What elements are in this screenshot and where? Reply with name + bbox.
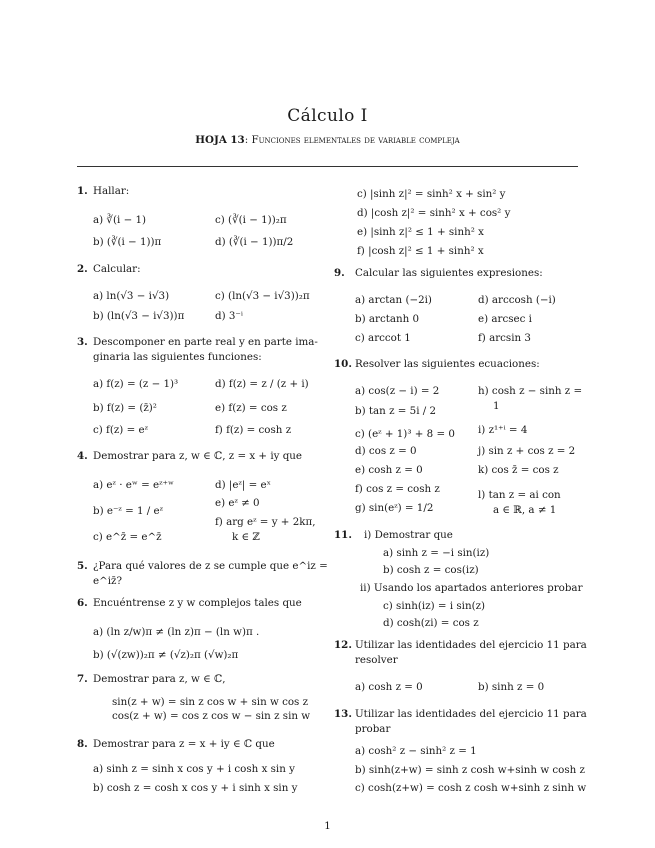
exercise-text: l) tan z = ai con: [478, 489, 561, 501]
exercise-text: b) (√(zw))₂π ≠ (√z)₂π (√w)₂π: [93, 649, 239, 661]
exercise-number: 10.: [334, 358, 352, 370]
exercise-text: d) |eᶻ| = eˣ: [215, 479, 271, 491]
page-title: Cálculo I: [287, 106, 368, 126]
exercise-text: c) (∛(i − 1))₂π: [215, 214, 287, 226]
exercise-number: 6.: [77, 597, 88, 609]
exercise-text: f) f(z) = cosh z: [215, 424, 292, 436]
exercise-text: probar: [355, 723, 391, 735]
exercise-text: c) (eᶻ + 1)³ + 8 = 0: [355, 428, 455, 440]
exercise-number: 12.: [334, 639, 352, 651]
exercise-text: b) tan z = 5i / 2: [355, 405, 437, 417]
exercise-text: d) (∛(i − 1))π/2: [215, 236, 294, 248]
exercise-text: a) eᶻ · eʷ = eᶻ⁺ʷ: [93, 479, 175, 491]
exercise-number: 2.: [77, 263, 88, 275]
exercise-text: c) (ln(√3 − i√3))₂π: [215, 290, 310, 302]
exercise-number: 1.: [77, 185, 88, 197]
exercise-text: h) cosh z − sinh z =: [478, 385, 583, 397]
exercise-text: ii) Usando los apartados anteriores probar: [360, 582, 583, 594]
exercise-text: Demostrar para z, w ∈ ℂ,: [93, 673, 226, 685]
exercise-text: i) Demostrar que: [364, 529, 453, 541]
exercise-text: b) e⁻ᶻ = 1 / eᶻ: [93, 505, 164, 517]
exercise-text: b) cosh z = cosh x cos y + i sinh x sin y: [93, 782, 298, 794]
exercise-text: c) arccot 1: [355, 332, 411, 344]
exercise-text: a ∈ ℝ, a ≠ 1: [493, 504, 557, 516]
exercise-text: d) cosh(zi) = cos z: [383, 617, 479, 629]
exercise-number: 5.: [77, 560, 88, 572]
exercise-text: Utilizar las identidades del ejercicio 11 para: [355, 639, 587, 651]
exercise-text: c) sinh(iz) = i sin(z): [383, 600, 486, 612]
exercise-text: Utilizar las identidades del ejercicio 11 para: [355, 708, 587, 720]
exercise-text: f) |cosh z|² ≤ 1 + sinh² x: [357, 245, 484, 257]
exercise-text: Encuéntrense z y w complejos tales que: [93, 597, 302, 609]
exercise-text: e) cosh z = 0: [355, 464, 423, 476]
exercise-text: b) f(z) = (z̄)²: [93, 402, 157, 414]
exercise-text: f) cos z = cosh z: [355, 483, 440, 495]
exercise-text: b) (ln(√3 − i√3))π: [93, 310, 185, 322]
exercise-text: b) sinh(z+w) = sinh z cosh w+sinh w cosh z: [355, 764, 585, 776]
exercise-text: b) sinh z = 0: [478, 681, 545, 693]
exercise-text: resolver: [355, 654, 398, 666]
exercise-text: d) cos z = 0: [355, 445, 417, 457]
exercise-text: e^iz̄?: [93, 575, 122, 587]
exercise-number: 4.: [77, 450, 88, 462]
exercise-text: b) arctanh 0: [355, 313, 420, 325]
exercise-text: d) f(z) = z / (z + i): [215, 378, 309, 390]
exercise-text: f) arcsin 3: [478, 332, 531, 344]
exercise-text: a) cosh z = 0: [355, 681, 423, 693]
exercise-text: i) z¹⁺ⁱ = 4: [478, 424, 528, 436]
exercise-text: ginaria las siguientes funciones:: [93, 351, 262, 363]
exercise-number: 13.: [334, 708, 352, 720]
page-subtitle: [0, 134, 655, 146]
exercise-text: e) eᶻ ≠ 0: [215, 497, 260, 509]
exercise-text: Demostrar para z, w ∈ ℂ, z = x + iy que: [93, 450, 303, 462]
exercise-text: j) sin z + cos z = 2: [478, 445, 576, 457]
exercise-text: a) (ln z/w)π ≠ (ln z)π − (ln w)π .: [93, 626, 260, 638]
exercise-text: d) arccosh (−i): [478, 294, 556, 306]
exercise-text: a) sinh z = sinh x cos y + i cosh x sin y: [93, 763, 295, 775]
exercise-text: d) 3⁻ⁱ: [215, 310, 243, 322]
exercise-text: e) f(z) = cos z: [215, 402, 287, 414]
exercise-text: b) cosh z = cos(iz): [383, 564, 479, 576]
exercise-text: Calcular:: [93, 263, 141, 275]
exercise-number: 7.: [77, 673, 88, 685]
exercise-text: Hallar:: [93, 185, 130, 197]
exercise-number: 9.: [334, 267, 345, 279]
exercise-text: a) sinh z = −i sin(iz): [383, 547, 490, 559]
exercise-text: a) ln(√3 − i√3): [93, 290, 170, 302]
sheet-topic: : Funciones elementales de variable compleja: [244, 134, 460, 146]
exercise-text: c) f(z) = eᶻ: [93, 424, 148, 436]
exercise-text: Resolver las siguientes ecuaciones:: [355, 358, 540, 370]
exercise-text: Calcular las siguientes expresiones:: [355, 267, 543, 279]
page-number: 1: [324, 820, 331, 832]
exercise-number: 3.: [77, 336, 88, 348]
exercise-text: Descomponer en parte real y en parte ima-: [93, 336, 318, 348]
exercise-text: a) f(z) = (z − 1)³: [93, 378, 179, 390]
exercise-text: a) arctan (−2i): [355, 294, 432, 306]
exercise-text: e) |sinh z|² ≤ 1 + sinh² x: [357, 226, 484, 238]
exercise-text: e) arcsec i: [478, 313, 532, 325]
exercise-text: ¿Para qué valores de z se cumple que e^iz =: [93, 560, 328, 572]
exercise-text: cos(z + w) = cos z cos w − sin z sin w: [112, 710, 311, 722]
exercise-text: g) sin(eᶻ) = 1/2: [355, 502, 434, 514]
exercise-number: 11.: [334, 529, 352, 541]
exercise-text: k) cos z̄ = cos z: [478, 464, 559, 476]
exercise-text: sin(z + w) = sin z cos w + sin w cos z: [112, 696, 309, 708]
header-divider: [77, 166, 578, 167]
exercise-text: a) cos(z − i) = 2: [355, 385, 440, 397]
exercise-number: 8.: [77, 738, 88, 750]
exercise-text: k ∈ ℤ: [232, 531, 260, 543]
exercise-text: c) cosh(z+w) = cosh z cosh w+sinh z sinh w: [355, 782, 587, 794]
exercise-text: Demostrar para z = x + iy ∈ ℂ que: [93, 738, 275, 750]
sheet-number: HOJA 13: [195, 134, 245, 146]
exercise-text: a) ∛(i − 1): [93, 214, 147, 226]
exercise-text: c) |sinh z|² = sinh² x + sin² y: [357, 188, 506, 200]
exercise-text: b) (∛(i − 1))π: [93, 236, 162, 248]
exercise-text: 1: [493, 400, 500, 412]
exercise-text: d) |cosh z|² = sinh² x + cos² y: [357, 207, 511, 219]
exercise-text: a) cosh² z − sinh² z = 1: [355, 745, 477, 757]
exercise-text: c) e^z̄ = e^z̄: [93, 531, 162, 543]
exercise-text: f) arg eᶻ = y + 2kπ,: [215, 516, 316, 528]
